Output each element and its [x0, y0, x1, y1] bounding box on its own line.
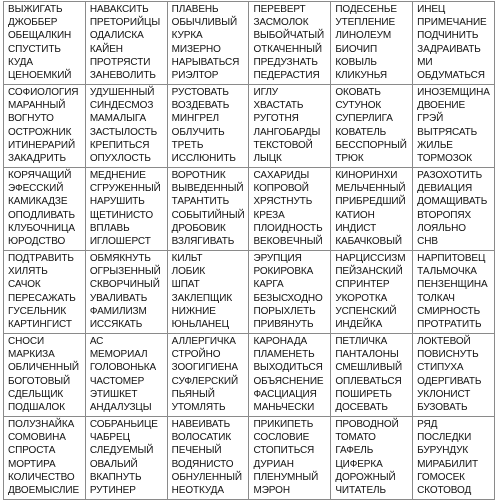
- word: ГОЛОВОНЬКА: [89, 362, 157, 374]
- word: МИНГРЕЛ: [171, 113, 220, 125]
- word: ДОМАЩИВАТЬ: [417, 196, 488, 208]
- word: ГОМОСЕК: [417, 471, 465, 483]
- word: ОБЛУЧИТЬ: [171, 126, 225, 138]
- word: ЗАСТЫЛОСТЬ: [89, 126, 158, 138]
- word: ПОВИСНУТЬ: [417, 349, 479, 361]
- word: СОБРАНЬИЦЕ: [89, 419, 158, 430]
- word: ФАМИЛИЗМ: [89, 305, 147, 317]
- word: АЛЛЕРГИЧКА: [171, 336, 236, 347]
- grid-cell: [85, 417, 167, 500]
- word: ОПУХЛОСТЬ: [89, 153, 151, 165]
- word: ВЕКОВЕЧНЫЙ: [253, 236, 323, 248]
- word: ПОДТРАВИТЬ: [8, 253, 74, 264]
- word: МЭРОН: [253, 485, 290, 497]
- word: ВЫБОЙЧАТЫЙ: [253, 30, 325, 42]
- word: РОКИРОВКА: [253, 266, 314, 278]
- grid-cell: [331, 85, 413, 168]
- grid-cell: [4, 417, 86, 500]
- word: КОПРОВОЙ: [253, 183, 309, 195]
- grid-cell: [167, 85, 249, 168]
- word: ПОЛУЗНАЙКА: [8, 419, 75, 430]
- word: КИНОРИНХИ: [335, 170, 398, 181]
- word: ЗАКАДРИТЬ: [8, 153, 66, 165]
- word: КАРГА: [253, 279, 284, 291]
- word: ВЫЖИГАТЬ: [8, 4, 63, 15]
- word: ИНЕЦ: [417, 4, 446, 15]
- word: МИРАБИЛИТ: [417, 458, 479, 470]
- word: СМИРНОСТЬ: [417, 305, 481, 317]
- word: ЛОКТЕВОЙ: [417, 336, 471, 347]
- word: ВТОРОПЯХ: [417, 209, 472, 221]
- word: ТАРАНТИТЬ: [171, 196, 230, 208]
- word: АНДАЛУЗЦЫ: [89, 402, 152, 414]
- word: СУФЛЕРСКИЙ: [171, 375, 239, 387]
- grid-cell: [167, 417, 249, 500]
- word: ПЛАВЕНЬ: [171, 4, 219, 15]
- word: МАНЬЧЕСКИ: [253, 402, 315, 414]
- word: ЦЕНОЕМКИЙ: [8, 70, 72, 82]
- word: РУГОТНЯ: [253, 113, 299, 125]
- word: ВЗЛЯГИВАТЬ: [171, 236, 235, 248]
- grid-cell: [331, 417, 413, 500]
- word: ПЬЯНЫЙ: [171, 388, 215, 400]
- word: НЕОТКУДА: [171, 485, 224, 497]
- word: СТИПУХА: [417, 362, 464, 374]
- word: МЕДНЕНИЕ: [89, 170, 146, 181]
- word: ПОРЫХЛЕТЬ: [253, 305, 316, 317]
- word: СПУСТИТЬ: [8, 43, 61, 55]
- word: СОМОВИНА: [8, 432, 66, 444]
- word: БЕЗЫСХОДНО: [253, 292, 323, 304]
- word: ДУРИАН: [253, 458, 294, 470]
- word: ОБЛИЧЕННЫЙ: [8, 362, 79, 374]
- word: ТРЕТЬ: [171, 139, 204, 151]
- grid-cell: [331, 334, 413, 417]
- word: ВКАПНУТЬ: [89, 471, 142, 483]
- word: БОГОТОВЫЙ: [8, 375, 71, 387]
- word: ОБДУМАТЬСЯ: [417, 70, 485, 82]
- word: МИ: [417, 56, 433, 68]
- word: ВЫВЕДЕННЫЙ: [171, 183, 244, 195]
- grid-cell: [167, 251, 249, 334]
- word: СДЕЛЬЩИК: [8, 388, 64, 400]
- word: КОВЫЛЬ: [335, 56, 377, 68]
- grid-cell: [4, 85, 86, 168]
- word: ЭТИШКЕТ: [89, 388, 138, 400]
- word: СГРУЖЕННЫЙ: [89, 183, 161, 195]
- word: КОЛИЧЕСТВО: [8, 471, 75, 483]
- word: НАВАКСИТЬ: [89, 4, 149, 15]
- word: КАРОНАДА: [253, 336, 308, 347]
- word: МЕМОРИАЛ: [89, 349, 148, 361]
- word: ВЫТРЯСАТЬ: [417, 126, 478, 138]
- grid-cell: [413, 417, 495, 500]
- word: ЦИФЕРКА: [335, 458, 383, 470]
- word: ЭРУПЦИЯ: [253, 253, 302, 264]
- word: ЗАНЕВОЛИТЬ: [89, 70, 156, 82]
- word: КОВАТЕЛЬ: [335, 126, 387, 138]
- word: СКВОРЧИНЫЙ: [89, 279, 160, 291]
- word: НАРУШИТЬ: [89, 196, 145, 208]
- word: КАБАЧКОВЫЙ: [335, 236, 402, 248]
- word: ГРЭЙ: [417, 113, 444, 125]
- word: ТОЛКАЧ: [417, 292, 455, 304]
- word: ДОСЕВАТЬ: [335, 402, 388, 414]
- grid-cell: [413, 85, 495, 168]
- grid-cell: [249, 251, 331, 334]
- word: КЛИКУНЬЯ: [335, 70, 387, 82]
- word: СЛЕДУЕМЫЙ: [89, 445, 154, 457]
- word: ОБЪЯСНЕНИЕ: [253, 375, 324, 387]
- grid-cell: [249, 168, 331, 251]
- word: БЕССПОРНЫЙ: [335, 139, 407, 151]
- word: ИССЯКАТЬ: [89, 319, 143, 331]
- word: УКЛОНИСТ: [417, 388, 471, 400]
- word: СНВ: [417, 236, 438, 248]
- word: ОКОВАТЬ: [335, 87, 381, 98]
- grid-row: [4, 251, 495, 334]
- word: БУРУНДУК: [417, 445, 469, 457]
- word: ХИЛЯТЬ: [8, 266, 48, 278]
- word: ПРИКИПЕТЬ: [253, 419, 314, 430]
- word: ПОДЕСЕНЬЕ: [335, 4, 397, 15]
- word: ПОДЧИНИТЬ: [417, 30, 479, 42]
- word: СКОТОВОД: [417, 485, 472, 497]
- word: МЕЛЬЧЕННЫЙ: [335, 183, 406, 195]
- word: ВОРОТНИК: [171, 170, 226, 181]
- word: КАТИОН: [335, 209, 375, 221]
- word: РУТИНЕР: [89, 485, 136, 497]
- word: НИЖНИЕ: [171, 305, 216, 317]
- word: РАЗОХОТИТЬ: [417, 170, 483, 181]
- word: АС: [89, 336, 104, 347]
- word: КУДА: [8, 56, 33, 68]
- grid-cell: [85, 251, 167, 334]
- word: ИССЛЮНИТЬ: [171, 153, 236, 165]
- word: МАРКИЗА: [8, 349, 55, 361]
- word: КАМИКАДЗЕ: [8, 196, 68, 208]
- word: РУСТОВАТЬ: [171, 87, 229, 98]
- grid-cell: [331, 168, 413, 251]
- word: ПЕЙЗАНСКИЙ: [335, 266, 403, 278]
- word: БИОЧИП: [335, 43, 378, 55]
- word: ЗАКЛЕПЩИК: [171, 292, 233, 304]
- word: СИНДЕСМОЗ: [89, 100, 154, 112]
- grid-cell: [85, 85, 167, 168]
- word: ОБМЯКНУТЬ: [89, 253, 151, 264]
- word: ТРЮК: [335, 153, 364, 165]
- word: СНОСИ: [8, 336, 45, 347]
- word: ЛОБИК: [171, 266, 206, 278]
- word: ВЫХОДИТЬСЯ: [253, 362, 323, 374]
- word: СОБЫТИЙНЫЙ: [171, 209, 245, 221]
- word: ОТКАЧЕННЫЙ: [253, 43, 322, 55]
- word: ШПАТ: [171, 279, 200, 291]
- word: КИЛЬТ: [171, 253, 203, 264]
- word: ЮНЬЛАНЕЦ: [171, 319, 229, 331]
- word: ИТИНЕРАРИЙ: [8, 139, 76, 151]
- word: БУЗОВАТЬ: [417, 402, 468, 414]
- word: МАМАЛЫГА: [89, 113, 147, 125]
- word: ТАЛЬМОЧКА: [417, 266, 477, 278]
- word-grid-body: [4, 2, 495, 500]
- word: ПРИМЕЧАНИЕ: [417, 17, 487, 29]
- word: НАРПИТОВЕЦ: [417, 253, 486, 264]
- word: УТОМЛЯТЬ: [171, 402, 226, 414]
- word: КЛУБОЧНИЦА: [8, 222, 75, 234]
- word: САХАРИДЫ: [253, 170, 310, 181]
- word: ПЕНЗЕНЩИНА: [417, 279, 488, 291]
- grid-cell: [167, 2, 249, 85]
- word: СОФИОЛОГИЯ: [8, 87, 79, 98]
- grid-cell: [331, 251, 413, 334]
- word: СУПЕРЛИГА: [335, 113, 393, 125]
- word: ГУСЕЛЬНИК: [8, 305, 67, 317]
- word: ОВАЛЬИЙ: [89, 458, 138, 470]
- word: СПРИНТЕР: [335, 279, 390, 291]
- word: МИЗЕРНО: [171, 43, 221, 55]
- word: ИНДЕЙКА: [335, 319, 383, 331]
- word: СПРОСТА: [8, 445, 56, 457]
- word: УТЕПЛЕНИЕ: [335, 17, 396, 29]
- word: ВОДЯНИСТО: [171, 458, 234, 470]
- word: ОПОДЛИВАТЬ: [8, 209, 75, 221]
- word: НАРЫВАТЬСЯ: [171, 56, 240, 68]
- word: ЖИЛЬЕ: [417, 139, 453, 151]
- grid-cell: [4, 334, 86, 417]
- word: ПЛОИДНОСТЬ: [253, 222, 323, 234]
- word: СТРОЙНО: [171, 349, 221, 361]
- word: ПЕДЕРАСТИЯ: [253, 70, 320, 82]
- grid-cell: [249, 85, 331, 168]
- word: КОРЯЧАЩИЙ: [8, 170, 72, 181]
- word: ЧИТАТЕЛЬ: [335, 485, 386, 497]
- word: ПЛЕНУМНЫЙ: [253, 471, 319, 483]
- word: ОДЕРГИВАТЬ: [417, 375, 482, 387]
- word: ТОРМОЗОК: [417, 153, 472, 165]
- word: ПОДШАЛОК: [8, 402, 65, 414]
- grid-row: [4, 168, 495, 251]
- word: ПРЕТОРИЙЦЫ: [89, 17, 161, 29]
- word: СУТУНОК: [335, 100, 382, 112]
- word: ВОГНУТО: [8, 113, 54, 125]
- word: СОСЛОВИЕ: [253, 432, 310, 444]
- word: ДЕВИАЦИЯ: [417, 183, 473, 195]
- word: ИГЛОШЕРСТ: [89, 236, 151, 248]
- grid-cell: [413, 251, 495, 334]
- grid-cell: [331, 2, 413, 85]
- word: ДОРОЖНЫЙ: [335, 471, 396, 483]
- word: ПОШИРЕТЬ: [335, 388, 392, 400]
- word: ПРИБРЕДШИЙ: [335, 196, 406, 208]
- word: ОГРЫЗЕННЫЙ: [89, 266, 161, 278]
- word: УДУШЕННЫЙ: [89, 87, 155, 98]
- word: ЭФЕССКИЙ: [8, 183, 64, 195]
- grid-cell: [249, 417, 331, 500]
- word: НАВЕИВАТЬ: [171, 419, 231, 430]
- grid-row: [4, 334, 495, 417]
- word: УВАЛИВАТЬ: [89, 292, 148, 304]
- grid-cell: [85, 2, 167, 85]
- word: САЧОК: [8, 279, 41, 291]
- word: ЩЕТИНИСТО: [89, 209, 154, 221]
- grid-cell: [413, 334, 495, 417]
- word: ВОЗДЕВАТЬ: [171, 100, 230, 112]
- word: ПРОТРЯСТИ: [89, 56, 151, 68]
- word: ДВОЕНИЕ: [417, 100, 466, 112]
- grid-cell: [249, 334, 331, 417]
- word: УСПЕНСКИЙ: [335, 305, 397, 317]
- word: ТОМАТО: [335, 432, 376, 444]
- grid-cell: [85, 168, 167, 251]
- word: МАРАННЫЙ: [8, 100, 66, 112]
- word: ХВАСТАТЬ: [253, 100, 304, 112]
- word: ГАФЕЛЬ: [335, 445, 374, 457]
- word: ЧАБРЕЦ: [89, 432, 130, 444]
- word: ЛАНГОБАРДЫ: [253, 126, 321, 138]
- word-grid: [3, 1, 495, 500]
- grid-row: [4, 2, 495, 85]
- word: ПРОВОДНОЙ: [335, 419, 399, 430]
- grid-cell: [4, 251, 86, 334]
- word: ОДАЛИСКА: [89, 30, 144, 42]
- word: ХРЯСТНУТЬ: [253, 196, 313, 208]
- word: ВОЛОСАТИК: [171, 432, 232, 444]
- word: КАРТИНГИСТ: [8, 319, 72, 331]
- word: ЛОЯЛЬНО: [417, 222, 466, 234]
- word: ДРОБОВИК: [171, 222, 226, 234]
- grid-cell: [4, 2, 86, 85]
- grid-cell: [249, 2, 331, 85]
- grid-row: [4, 85, 495, 168]
- word: ТЕКСТОВОЙ: [253, 139, 313, 151]
- word: ИНОЗЕМЩИНА: [417, 87, 490, 98]
- grid-cell: [85, 334, 167, 417]
- word: РЯД: [417, 419, 438, 430]
- word: ЛИНОЛЕУМ: [335, 30, 392, 42]
- word: ПЕРЕВЕРТ: [253, 4, 306, 15]
- word: КРЕЗА: [253, 209, 285, 221]
- grid-cell: [413, 2, 495, 85]
- word: ОБЫЧЛИВЫЙ: [171, 17, 238, 29]
- word: ДЖОББЕР: [8, 17, 58, 29]
- grid-cell: [4, 168, 86, 251]
- word: СТОПИТЬСЯ: [253, 445, 315, 457]
- word: УКОРОТКА: [335, 292, 388, 304]
- word: РИЭЛТОР: [171, 70, 219, 82]
- word: ОСТРОЖНИК: [8, 126, 72, 138]
- word: КУРКА: [171, 30, 203, 42]
- word: ПРЕДУЗНАТЬ: [253, 56, 318, 68]
- word: ФАСЦИАЦИЯ: [253, 388, 317, 400]
- grid-cell: [413, 168, 495, 251]
- word: ЧАСТОМЕР: [89, 375, 145, 387]
- word: ЮРОДСТВО: [8, 236, 66, 248]
- word: ПРИВЯНУТЬ: [253, 319, 314, 331]
- grid-cell: [167, 334, 249, 417]
- word: ПРОТРАТИТЬ: [417, 319, 482, 331]
- word: ОБЕЩАЛКИН: [8, 30, 72, 42]
- word: ВПЛАВЬ: [89, 222, 130, 234]
- word: ЗООГИГИЕНА: [171, 362, 238, 374]
- word: МОРТИРА: [8, 458, 56, 470]
- word: СМЕШЛИВЫЙ: [335, 362, 403, 374]
- word: ЗАДРАИВАТЬ: [417, 43, 481, 55]
- word: ИНДИСТ: [335, 222, 377, 234]
- word: ПОСЛЕДКИ: [417, 432, 472, 444]
- word: НАРЦИССИЗМ: [335, 253, 406, 264]
- word: ПЕТЛИЧКА: [335, 336, 388, 347]
- word: ПАНТАЛОНЫ: [335, 349, 399, 361]
- word: ЗАСМОЛОК: [253, 17, 309, 29]
- word: КАЙЕН: [89, 43, 123, 55]
- word: ПЕРЕСАЖАТЬ: [8, 292, 76, 304]
- word: КРЕПИТЬСЯ: [89, 139, 150, 151]
- word: ПЕЧЕНЫЙ: [171, 445, 222, 457]
- word: ПЛАМЕНЕТЬ: [253, 349, 315, 361]
- word: ОБНУЛЕННЫЙ: [171, 471, 242, 483]
- grid-row: [4, 417, 495, 500]
- word: ДВОЕМЫСЛИЕ: [8, 485, 80, 497]
- word: ОПЛЕВАТЬСЯ: [335, 375, 402, 387]
- word: ИГЛУ: [253, 87, 279, 98]
- grid-cell: [167, 168, 249, 251]
- word: ЛЫЦК: [253, 153, 282, 165]
